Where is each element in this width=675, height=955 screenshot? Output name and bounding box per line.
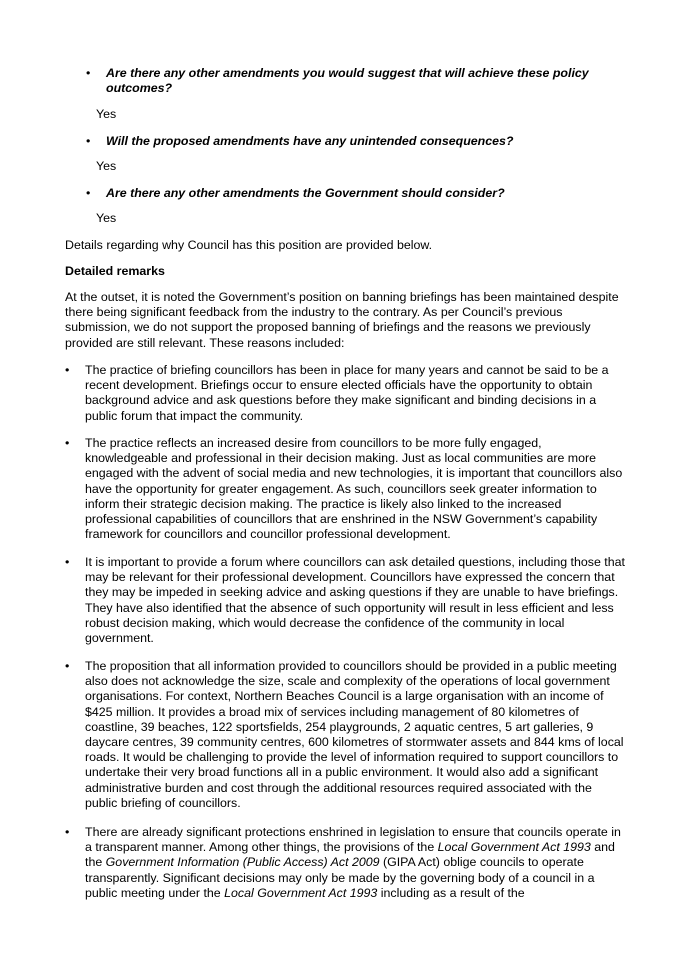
intro-paragraph: At the outset, it is noted the Government’s position on banning briefings has been maintained despite there being significant feedback from the industry to the contrary. As per Council’s previous submission, we do not support the proposed banning of briefings and the reasons we previously provided are still relevant. These reasons included: [65,290,619,350]
bullet-marker: • [65,659,70,673]
question-item [86,66,646,96]
bullet-marker: • [86,66,91,80]
bullet-marker: • [86,134,91,148]
text-run: including as a result of the [377,885,525,900]
bullet-marker: • [86,186,91,200]
list-item [65,363,625,424]
question-item [86,186,646,201]
list-item [65,825,625,901]
answer-text: Yes [96,159,117,173]
act-title-gipa: Government Information (Public Access) Act 2009 [105,855,380,870]
act-title-local-government: Local Government Act 1993 [437,840,591,855]
list-item-text: The practice of briefing councillors has been in place for many years and cannot be said to be a recent development. Briefings occur to ensure elected officials have the opportunity to obtain background advice and ask questions before they make significant and binding decisions in a public forum that impact the community. [85,363,609,423]
list-item-text: The practice reflects an increased desire from councillors to be more fully engaged, knowledgeable and professional in their decision making. Just as local communities are more engaged with the advent of social media and new technologies, it is important that councillors also have the opportunity for greater engagement. As such, councillors seek greater information to inform their strategic decision making. The practice is likely also linked to the increased professional capabilities of councillors that are enshrined in the NSW Government’s capability framework for councillors and councillor professional development. [85,436,623,542]
text-run: (GIPA Act) oblige councils to operate transparently. Significant decisions may only be made by the governing body of a council in a public meeting under the [85,855,595,900]
list-item [65,659,625,811]
bullet-marker: • [65,825,70,839]
bullet-marker: • [65,555,70,569]
list-item-text: It is important to provide a forum where councillors can ask detailed questions, including those that may be relevant for their professional development. Councillors have expressed the concern that they may be impeded in seeking advice and asking questions if they are unable to have briefings. They have also identified that the absence of such opportunity will result in less efficient and less robust decision making, which would decrease the confidence of the community in local government. [85,555,625,646]
answer-text: Yes [96,107,117,121]
list-item-text [85,825,625,901]
question-text: Will the proposed amendments have any unintended consequences? [106,134,514,148]
bullet-marker: • [65,363,70,377]
answer-text: Yes [96,211,117,225]
bullet-marker: • [65,436,70,450]
text-run: and the [85,840,615,870]
list-item-text: The proposition that all information provided to councillors should be provided in a public meeting also does not acknowledge the size, scale and complexity of the operations of local government organisations. For context, Northern Beaches Council is a large organisation with an income of $425 million. It provides a broad mix of services including management of 80 kilometres of coastline, 39 beaches, 122 sportsfields, 254 playgrounds, 2 aquatic centres, 5 art galleries, 9 daycare centres, 39 community centres, 600 kilometres of stormwater assets and 844 kms of local roads. It would be challenging to provide the level of information required to support councillors to undertake their very broad functions all in a public environment. It would also add a significant administrative burden and cost through the additional resources required associated with the public briefing of councillors. [85,659,624,810]
section-heading: Detailed remarks [65,264,165,278]
act-title-local-government: Local Government Act 1993 [224,885,378,900]
list-item [65,436,625,542]
question-text: Are there any other amendments you would suggest that will achieve these policy outcomes? [106,66,589,96]
list-item [65,555,625,646]
question-item [86,134,646,149]
text-run: There are already significant protections enshrined in legislation to ensure that councils operate in a transparent manner. Among other things, the provisions of the [85,825,621,855]
details-intro: Details regarding why Council has this position are provided below. [65,238,433,252]
question-text: Are there any other amendments the Government should consider? [106,186,505,200]
